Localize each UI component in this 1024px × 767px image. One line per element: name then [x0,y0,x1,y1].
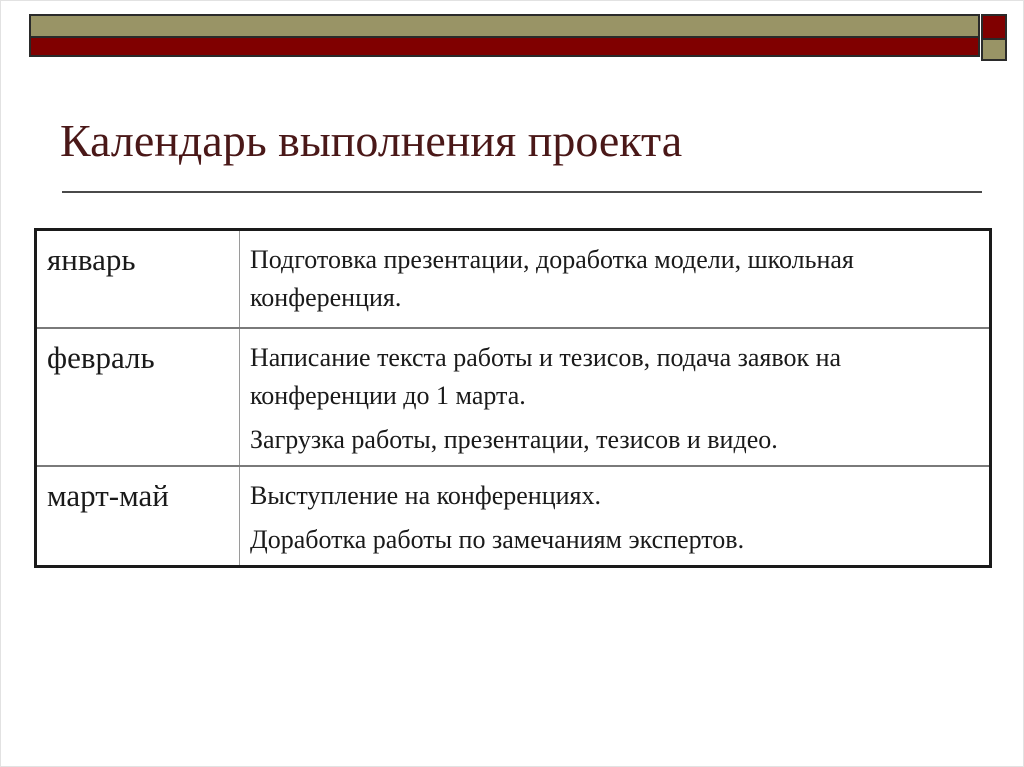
task-paragraph: Выступление на конференциях. [250,481,601,510]
task-cell [240,230,991,329]
corner-square-olive [981,38,1007,61]
month-cell: март-май [36,466,240,567]
table-row [36,466,991,567]
month-cell: январь [36,230,240,329]
table-row [36,328,991,466]
header-bar-olive [29,14,980,38]
slide-title: Календарь выполнения проекта [60,115,683,166]
task-paragraph: Написание текста работы и тезисов, подача заявок на конференции до 1 марта. [250,343,842,410]
title-underline [62,191,982,193]
task-paragraph: Доработка работы по замечаниям экспертов. [250,525,745,554]
table-row [36,230,991,329]
schedule-table [34,228,992,568]
task-cell [240,328,991,466]
task-paragraph: Загрузка работы, презентации, тезисов и видео. [250,425,778,454]
header-bar-maroon [29,36,980,57]
corner-square-maroon [981,14,1007,40]
task-cell [240,466,991,567]
month-cell: февраль [36,328,240,466]
task-paragraph: Подготовка презентации, доработка модели, школьная конференция. [250,245,854,312]
